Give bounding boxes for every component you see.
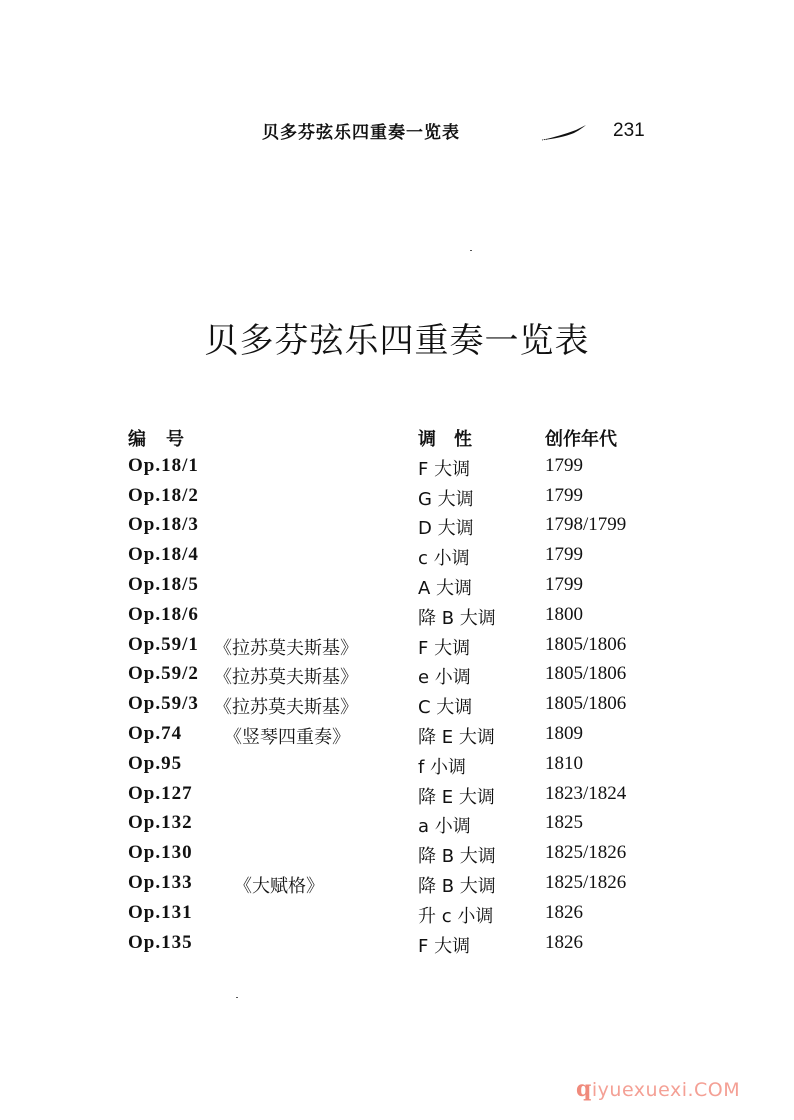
key-signature: 降 B 大调 bbox=[418, 607, 496, 629]
composition-year: 1825/1826 bbox=[545, 871, 627, 893]
composition-year: 1826 bbox=[545, 931, 583, 953]
opus-number: Op.18/3 bbox=[128, 514, 199, 536]
opus-number: Op.18/5 bbox=[128, 573, 199, 595]
watermark-first-letter: q bbox=[576, 1076, 592, 1102]
key-signature: A 大调 bbox=[418, 577, 473, 599]
table-row bbox=[128, 783, 688, 813]
table-row bbox=[128, 902, 688, 932]
key-signature: 降 E 大调 bbox=[418, 786, 495, 808]
page-number: 231 bbox=[613, 120, 645, 141]
composition-year: 1805/1806 bbox=[545, 633, 627, 655]
composition-year: 1799 bbox=[545, 484, 583, 506]
opus-number: Op.18/1 bbox=[128, 454, 199, 476]
opus-number: Op.59/1 bbox=[128, 633, 199, 655]
table-row bbox=[128, 812, 688, 842]
table-row bbox=[128, 455, 688, 485]
opus-number: Op.18/2 bbox=[128, 484, 199, 506]
composition-year: 1809 bbox=[545, 722, 583, 744]
opus-number: Op.131 bbox=[128, 901, 193, 923]
key-signature: a 小调 bbox=[418, 816, 471, 838]
table-row bbox=[128, 663, 688, 693]
opus-number: Op.18/4 bbox=[128, 544, 199, 566]
key-signature: F 大调 bbox=[418, 458, 471, 480]
work-nickname: 《竖琴四重奏》 bbox=[224, 726, 350, 748]
key-signature: f 小调 bbox=[418, 756, 467, 778]
table-row bbox=[128, 514, 688, 544]
composition-year: 1799 bbox=[545, 544, 583, 566]
table-row bbox=[128, 723, 688, 753]
opus-number: Op.59/3 bbox=[128, 693, 199, 715]
opus-number: Op.95 bbox=[128, 752, 183, 774]
opus-number: Op.59/2 bbox=[128, 663, 199, 685]
work-nickname: 《拉苏莫夫斯基》 bbox=[214, 697, 358, 719]
page-title: 贝多芬弦乐四重奏一览表 bbox=[204, 320, 590, 361]
key-signature: c 小调 bbox=[418, 548, 470, 570]
opus-number: Op.132 bbox=[128, 812, 193, 834]
composition-year: 1825 bbox=[545, 812, 583, 834]
key-signature: 升 c 小调 bbox=[418, 905, 494, 927]
key-signature: 降 E 大调 bbox=[418, 726, 495, 748]
header-key: 调 性 bbox=[418, 429, 472, 450]
composition-year: 1805/1806 bbox=[545, 663, 627, 685]
key-signature: C 大调 bbox=[418, 697, 473, 719]
composition-year: 1799 bbox=[545, 573, 583, 595]
work-nickname: 《大赋格》 bbox=[234, 875, 324, 897]
table-row bbox=[128, 604, 688, 634]
scan-speck bbox=[236, 997, 238, 998]
opus-number: Op.74 bbox=[128, 722, 183, 744]
key-signature: F 大调 bbox=[418, 637, 471, 659]
table-row bbox=[128, 753, 688, 783]
watermark-text: iyuexuexi.COM bbox=[591, 1079, 741, 1101]
quartet-table bbox=[128, 425, 688, 961]
composition-year: 1826 bbox=[545, 901, 583, 923]
table-row bbox=[128, 842, 688, 872]
table-row bbox=[128, 693, 688, 723]
table-row bbox=[128, 485, 688, 515]
opus-number: Op.127 bbox=[128, 782, 193, 804]
table-row bbox=[128, 872, 688, 902]
composition-year: 1805/1806 bbox=[545, 693, 627, 715]
opus-number: Op.130 bbox=[128, 842, 193, 864]
table-row bbox=[128, 574, 688, 604]
composition-year: 1823/1824 bbox=[545, 782, 627, 804]
table-header-row bbox=[128, 425, 688, 455]
key-signature: 降 B 大调 bbox=[418, 875, 496, 897]
key-signature: e 小调 bbox=[418, 667, 471, 689]
key-signature: 降 B 大调 bbox=[418, 846, 496, 868]
opus-number: Op.18/6 bbox=[128, 603, 199, 625]
work-nickname: 《拉苏莫夫斯基》 bbox=[214, 637, 358, 659]
composition-year: 1800 bbox=[545, 603, 583, 625]
composition-year: 1810 bbox=[545, 752, 583, 774]
table-row bbox=[128, 544, 688, 574]
key-signature: G 大调 bbox=[418, 488, 474, 510]
key-signature: D 大调 bbox=[418, 518, 474, 540]
work-nickname: 《拉苏莫夫斯基》 bbox=[214, 667, 358, 689]
opus-number: Op.133 bbox=[128, 871, 193, 893]
table-row bbox=[128, 634, 688, 664]
composition-year: 1825/1826 bbox=[545, 842, 627, 864]
running-header-title: 贝多芬弦乐四重奏一览表 bbox=[262, 123, 460, 143]
header-year: 创作年代 bbox=[545, 429, 617, 450]
scan-speck bbox=[470, 250, 472, 251]
key-signature: F 大调 bbox=[418, 935, 471, 957]
composition-year: 1799 bbox=[545, 454, 583, 476]
quill-ornament-icon bbox=[540, 124, 588, 142]
composition-year: 1798/1799 bbox=[545, 514, 627, 536]
opus-number: Op.135 bbox=[128, 931, 193, 953]
watermark bbox=[576, 1076, 740, 1102]
table-row bbox=[128, 932, 688, 962]
header-number: 编 号 bbox=[128, 429, 185, 450]
